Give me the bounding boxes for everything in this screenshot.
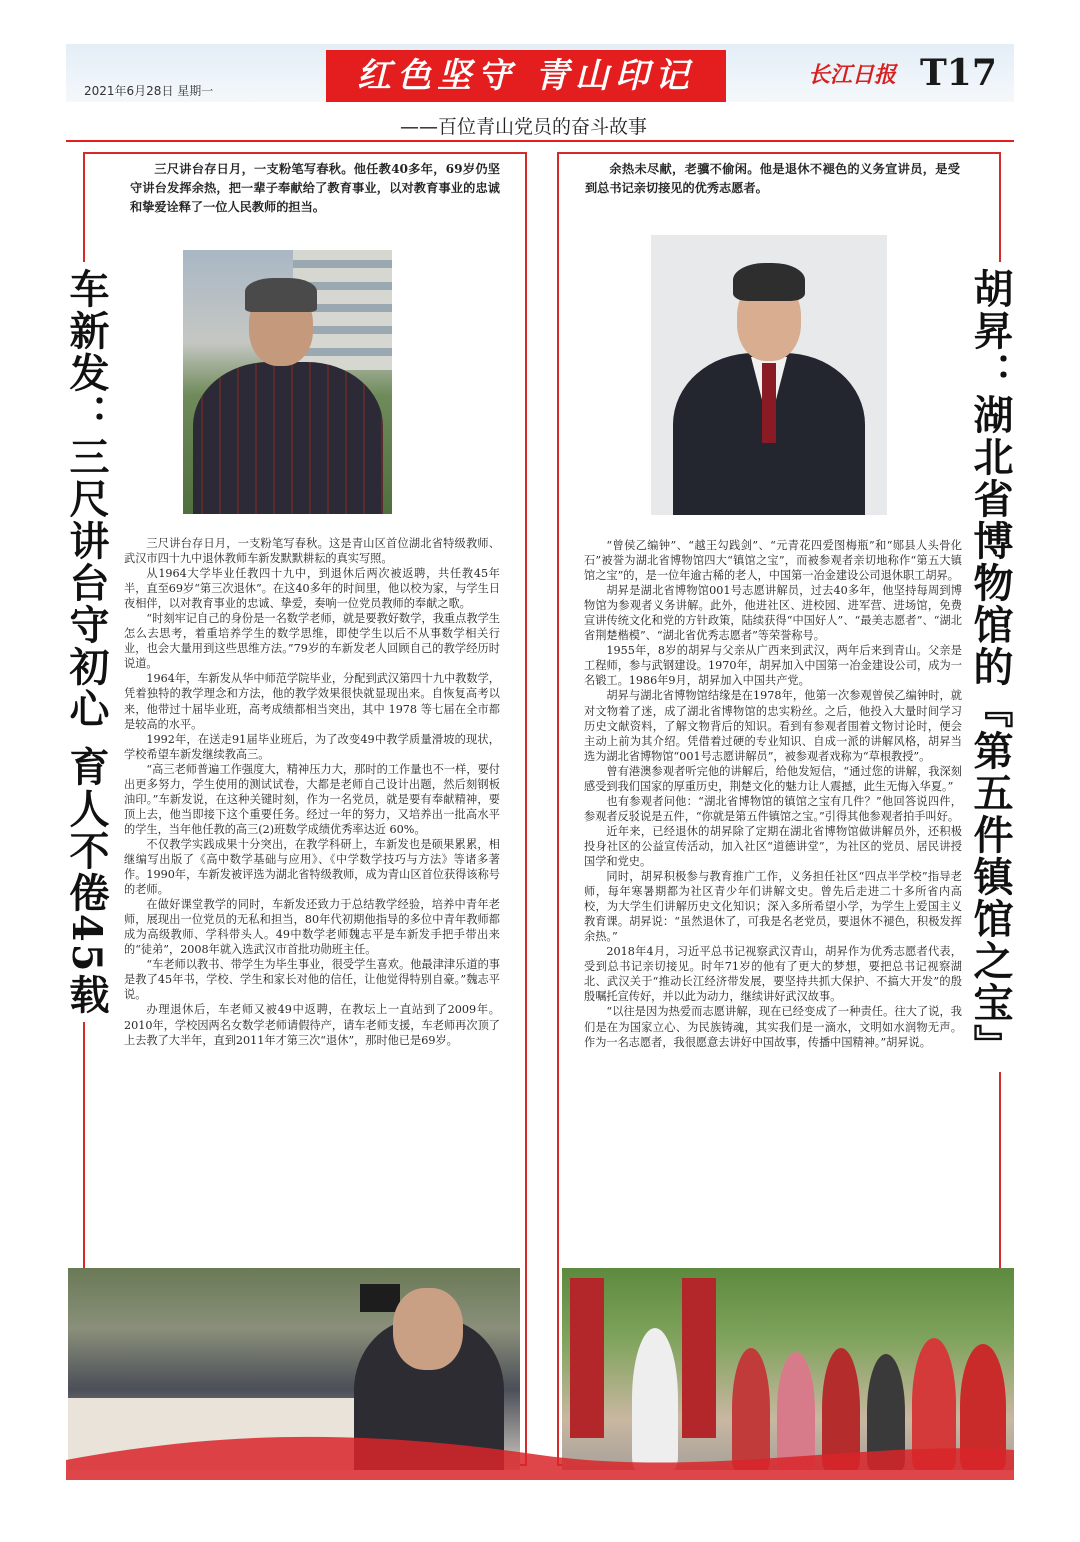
paragraph: 也有参观者问他：“湖北省博物馆的镇馆之宝有几件？”他回答说四件，参观者反驳说是五件，“你就是第五件镇馆之宝。”引得其他参观者拍手叫好。	[584, 794, 962, 823]
issue-date: 2021年6月28日 星期一	[84, 84, 214, 98]
header-divider	[66, 140, 1014, 142]
page-number: T17	[920, 52, 997, 94]
paragraph: 从1964大学毕业任教四十九中，到退休后两次被返聘，共任教45年半，直至69岁“第三次退休”。在这40多年的时间里，他以校为家，与学生日夜相伴，以对教育事业的忠诚、挚爱，奏响一位党员教师的奉献之歌。	[124, 567, 500, 611]
paragraph: “曾侯乙编钟”、“越王勾践剑”、“元青花四爱图梅瓶”和“郧县人头骨化石”被誉为湖北省博物馆四大“镇馆之宝”，而被参观者亲切地称作“第五大镇馆之宝”的，是一位年逾古稀的老人，中国第一冶金建设公司退休职工胡昇。	[584, 539, 962, 583]
paragraph: 办理退休后，车老师又被49中返聘，在教坛上一直站到了2009年。2010年，学校因两名女数学老师请假待产，请车老师支援，车老师再次顶了上去教了大半年，直到2011年才第三次“退休”，那时他已是69岁。	[124, 1003, 500, 1047]
paragraph: “高三老师普遍工作强度大，精神压力大，那时的工作量也不一样，要付出更多努力，学生使用的测试试卷，大都是老师自己设计出题，然后刻钢板油印。”车新发说，在这种关键时刻，作为一名党员，就是要有奉献精神，要顶上去，他当即接下这个重要任务。经过一年的努力，又培养出一批高水平的学生，当年他任教的高三(2)班数学成绩优秀率达近 60%。	[124, 762, 500, 836]
paragraph: “车老师以教书、带学生为毕生事业，很受学生喜欢。他最津津乐道的事是教了45年书，学校、学生和家长对他的信任，让他觉得特别自豪。”魏志平说。	[124, 958, 500, 1002]
newspaper-name: 长江日报	[808, 62, 897, 88]
paragraph: “时刻牢记自己的身份是一名数学老师，就是要教好数学，我重点教学生怎么去思考，着重培养学生的数学思维，即使学生以后不从事数学相关行业，也会大量用到这些思维方法。”79岁的车新发老人回顾自己的教学经历时说道。	[124, 612, 500, 671]
section-subtitle: ——百位青山党员的奋斗故事	[400, 116, 648, 138]
paragraph: 三尺讲台存日月，一支粉笔写春秋。这是青山区首位湖北省特级教师、武汉市四十九中退休教师车新发默默耕耘的真实写照。	[124, 537, 500, 566]
paragraph: 胡昇是湖北省博物馆001号志愿讲解员，过去40多年，他坚持每周到博物馆为参观者义务讲解。此外，他进社区、进校园、进军营、进场馆，免费宣讲传统文化和党的方针政策，陆续获得“中国好人”、“最美志愿者”、“湖北省荆楚楷模”、“湖北省优秀志愿者”等荣誉称号。	[584, 584, 962, 643]
paragraph: 曾有港澳参观者听完他的讲解后，给他发短信，“通过您的讲解，我深刻感受到我们国家的厚重历史，荆楚文化的魅力让人震撼，此生无悔入华夏。”	[584, 764, 962, 793]
paragraph: 1955年，8岁的胡昇与父亲从广西来到武汉，两年后来到青山。父亲是工程师，参与武钢建设。1970年，胡昇加入中国第一冶金建设公司，成为一名锻工。1986年9月，胡昇加入中国共产党。	[584, 644, 962, 688]
paragraph: 不仅教学实践成果十分突出，在教学科研上，车新发也是硕果累累，相继编写出版了《高中数学基础与应用》、《中学数学技巧与方法》等诸多著作。1990年，车新发被评选为湖北省特级教师，成为青山区首位获得该称号的老师。	[124, 837, 500, 897]
paragraph: 2018年4月，习近平总书记视察武汉青山，胡昇作为优秀志愿者代表，受到总书记亲切接见。时年71岁的他有了更大的梦想，要把总书记视察湖北、武汉关于“推动长江经济带发展，要坚持共抓大保护、不搞大开发”的殷殷嘱托宣传好，并以此为动力，继续讲好武汉故事。	[584, 945, 962, 1004]
paragraph: 在做好课堂教学的同时，车新发还致力于总结教学经验，培养中青年老师，展现出一位党员的无私和担当，80年代初期他指导的多位中青年教师都成为高级教师、学科带头人。49中数学老师魏志平是车新发手把手带出来的“徒弟”，2008年就入选武汉市首批功勋班主任。	[124, 898, 500, 957]
paragraph: 胡昇与湖北省博物馆结缘是在1978年，他第一次参观曾侯乙编钟时，就对文物着了迷，成了湖北省博物馆的忠实粉丝。之后，他投入大量时间学习历史文献资料，了解文物背后的知识。看到有参观者围着文物讨论时，便会主动上前为其介绍。凭借着过硬的专业知识、自成一派的讲解风格，胡昇当选为湖北省博物馆“001号志愿讲解员”，被参观者戏称为“草根教授”。	[584, 689, 962, 763]
left-article-body	[124, 536, 500, 1048]
section-title: 红色坚守 青山印记	[326, 50, 726, 102]
right-article-body	[584, 538, 962, 1050]
paragraph: 近年来，已经退休的胡昇除了定期在湖北省博物馆做讲解员外，还积极投身社区的公益宣传活动，加入社区“道德讲堂”，为社区的党员、居民讲授国学和党史。	[584, 824, 962, 868]
photo-hu-sheng-portrait	[651, 235, 887, 515]
paragraph: 1992年，在送走91届毕业班后，为了改变49中教学质量滑坡的现状，学校希望车新发继续教高三。	[124, 732, 500, 761]
paragraph: 1964年，车新发从华中师范学院毕业，分配到武汉第四十九中教数学，凭着独特的教学理念和方法，他的教学效果很快就显现出来。自恢复高考以来，他带过十届毕业班，高考成绩都相当突出，其中 1978 等七届在全市都是较高的水平。	[124, 672, 500, 731]
left-headline: 车新发：三尺讲台守初心 育人不倦45载	[58, 262, 115, 1022]
left-lead: 三尺讲台存日月，一支粉笔写春秋。他任教40多年，69岁仍坚守讲台发挥余热，把一辈子奉献给了教育事业，以对教育事业的忠诚和挚爱诠释了一位人民教师的担当。	[130, 162, 500, 214]
paragraph: 同时，胡昇积极参与教育推广工作，义务担任社区“四点半学校”指导老师，每年寒暑期都为社区青少年们讲解文史。曾先后走进二十多所省内高校，为大学生们讲解历史文化知识；深入多所希望小学，为学生上爱国主义教育课。胡昇说：“虽然退休了，可我是名老党员，要退休不褪色，积极发挥余热。”	[584, 870, 962, 944]
photo-che-xinfa-portrait	[183, 250, 392, 514]
right-headline: 胡昇：湖北省博物馆的『第五件镇馆之宝』	[962, 262, 1019, 1072]
right-lead: 余热未尽献，老骥不偷闲。他是退休不褪色的义务宣讲员，是受到总书记亲切接见的优秀志愿者。	[585, 162, 960, 195]
paragraph: “以往是因为热爱而志愿讲解，现在已经变成了一种责任。往大了说，我们是在为国家立心、为民族铸魂，其实我们是一滴水，文明如水润物无声。作为一名志愿者，我很愿意去讲好中国故事，传播中国精神。”胡昇说。	[584, 1005, 962, 1049]
decorative-red-wave	[66, 1420, 1014, 1480]
